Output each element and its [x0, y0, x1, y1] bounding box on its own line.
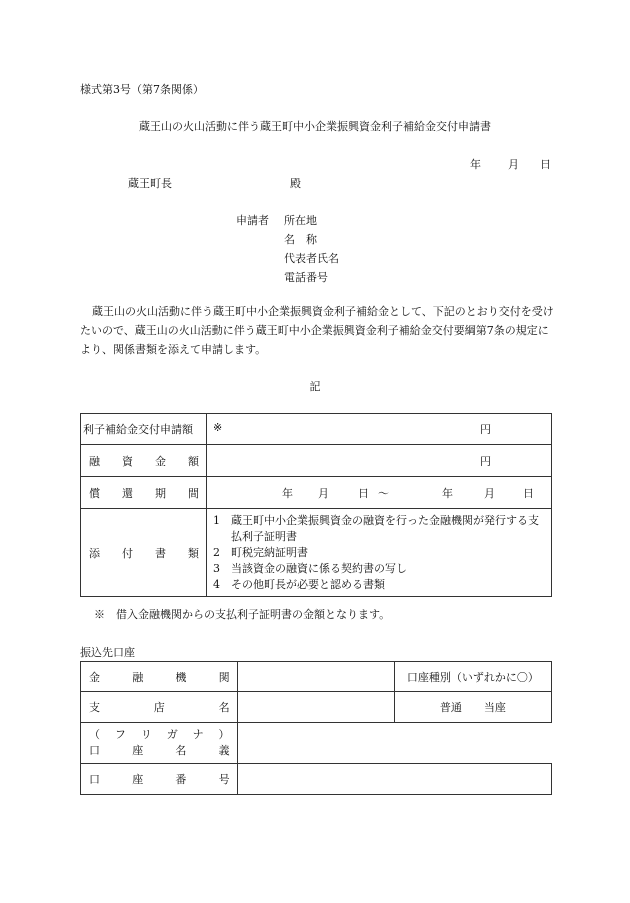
account-holder-field[interactable] [237, 723, 551, 764]
address-label: 所在地 [284, 214, 317, 227]
item-text: 蔵王町中小企業振興資金の融資を行った金融機関が発行する支払利子証明書 [231, 513, 539, 543]
table-row [81, 477, 552, 509]
period-start-day: 日 [358, 486, 369, 500]
account-holder-label [81, 723, 238, 764]
label-char: 座 [132, 773, 144, 786]
list-item [213, 577, 545, 593]
label-char: 間 [188, 486, 199, 500]
list-item [213, 545, 545, 561]
label-char: ナ [192, 728, 204, 741]
addressee: 蔵王町長 [128, 177, 172, 190]
label-char: 口 [89, 744, 100, 757]
label-char: 名 [218, 701, 230, 714]
label-char: リ [140, 728, 152, 741]
footnote: ※ 借入金融機関からの支払利子証明書の金額となります。 [94, 608, 391, 621]
branch-label [81, 692, 238, 723]
branch-field[interactable] [237, 692, 394, 723]
loan-amount-field[interactable] [207, 445, 552, 477]
institution-field[interactable] [237, 662, 394, 692]
loan-amount-label [81, 445, 207, 477]
period-end-day: 日 [523, 486, 534, 500]
table-row [81, 414, 552, 445]
yen-unit: 円 [480, 423, 491, 436]
bank-account-heading: 振込先口座 [80, 646, 135, 659]
item-number: 2 [213, 545, 220, 559]
label-char: フ [114, 728, 126, 741]
label-char: 金 [155, 454, 166, 468]
application-statement: 蔵王山の火山活動に伴う蔵王町中小企業振興資金利子補給金として、下記のとおり交付を受けたいので、蔵王山の火山活動に伴う蔵王町中小企業振興資金利子補給金交付要綱第7条の規定により、関係書類を添えて申請します。 [80, 305, 554, 356]
list-item [213, 513, 545, 545]
item-text: その他町長が必要と認める書類 [231, 577, 385, 591]
label-char: （ [89, 728, 100, 741]
date-year-label: 年 [470, 158, 481, 171]
account-type-label: 口座種別（いずれかに〇） [394, 662, 551, 692]
label-char: 添 [89, 546, 100, 560]
form-number: 様式第3号（第7条関係） [80, 83, 204, 96]
item-text: 町税完納証明書 [231, 545, 308, 559]
item-number: 4 [213, 577, 220, 591]
label-char: 支 [89, 701, 100, 714]
period-separator: ～ [378, 486, 389, 500]
table-row [81, 764, 552, 795]
label-char: 名 [175, 744, 187, 757]
table-row [81, 723, 552, 764]
table-row [81, 509, 552, 597]
label-char: 融 [89, 454, 100, 468]
repayment-period-label [81, 477, 207, 509]
subsidy-amount-field[interactable] [207, 414, 552, 445]
document-title: 蔵王山の火山活動に伴う蔵王町中小企業振興資金利子補給金交付申請書 [139, 120, 491, 133]
item-text: 当該資金の融資に係る契約書の写し [231, 561, 407, 575]
label-char: 座 [132, 744, 144, 757]
label-char: ガ [166, 728, 178, 741]
repayment-period-field[interactable] [207, 477, 552, 509]
ki-heading: 記 [309, 380, 321, 393]
item-number: 1 [213, 513, 220, 527]
application-table [80, 413, 552, 597]
label-char: 番 [175, 773, 187, 786]
label-char: 書 [155, 546, 166, 560]
label-char: 号 [218, 773, 230, 786]
label-char: ） [218, 728, 230, 741]
label-char: 口 [89, 773, 100, 786]
yen-unit: 円 [480, 454, 491, 468]
bank-account-table [80, 661, 552, 795]
phone-label: 電話番号 [284, 271, 328, 284]
period-start-year: 年 [282, 486, 293, 500]
label-char: 機 [175, 670, 187, 684]
label-char: 義 [218, 744, 230, 757]
label-char: 金 [89, 670, 100, 684]
honorific: 殿 [290, 177, 301, 190]
label-char: 償 [89, 486, 100, 500]
subsidy-amount-label-text: 利子補給金交付申請額 [83, 423, 193, 436]
period-end-year: 年 [442, 486, 453, 500]
label-char: 関 [218, 670, 230, 684]
label-char: 店 [153, 701, 165, 714]
label-char: 資 [122, 454, 133, 468]
label-char: 付 [122, 546, 133, 560]
attachments-label [81, 509, 207, 597]
table-row [81, 662, 552, 692]
date-month-label: 月 [508, 158, 519, 171]
label-char: 類 [188, 546, 199, 560]
name-label: 名 称 [284, 233, 317, 246]
label-char: 額 [188, 454, 199, 468]
attachments-list [207, 509, 552, 597]
label-char: 還 [122, 486, 133, 500]
date-day-label: 日 [540, 158, 551, 171]
period-start-month: 月 [318, 486, 329, 500]
label-char: 期 [155, 486, 166, 500]
account-number-field[interactable] [237, 764, 551, 795]
account-type-options[interactable]: 普通 当座 [394, 692, 551, 723]
account-number-label [81, 764, 238, 795]
item-number: 3 [213, 561, 220, 575]
asterisk-mark: ※ [213, 421, 223, 434]
institution-label [81, 662, 238, 692]
table-row [81, 445, 552, 477]
applicant-label: 申請者 [236, 214, 269, 227]
period-end-month: 月 [484, 486, 495, 500]
subsidy-amount-label [81, 414, 207, 445]
label-char: 融 [132, 670, 144, 684]
list-item [213, 561, 545, 577]
representative-label: 代表者氏名 [284, 252, 339, 265]
table-row [81, 692, 552, 723]
